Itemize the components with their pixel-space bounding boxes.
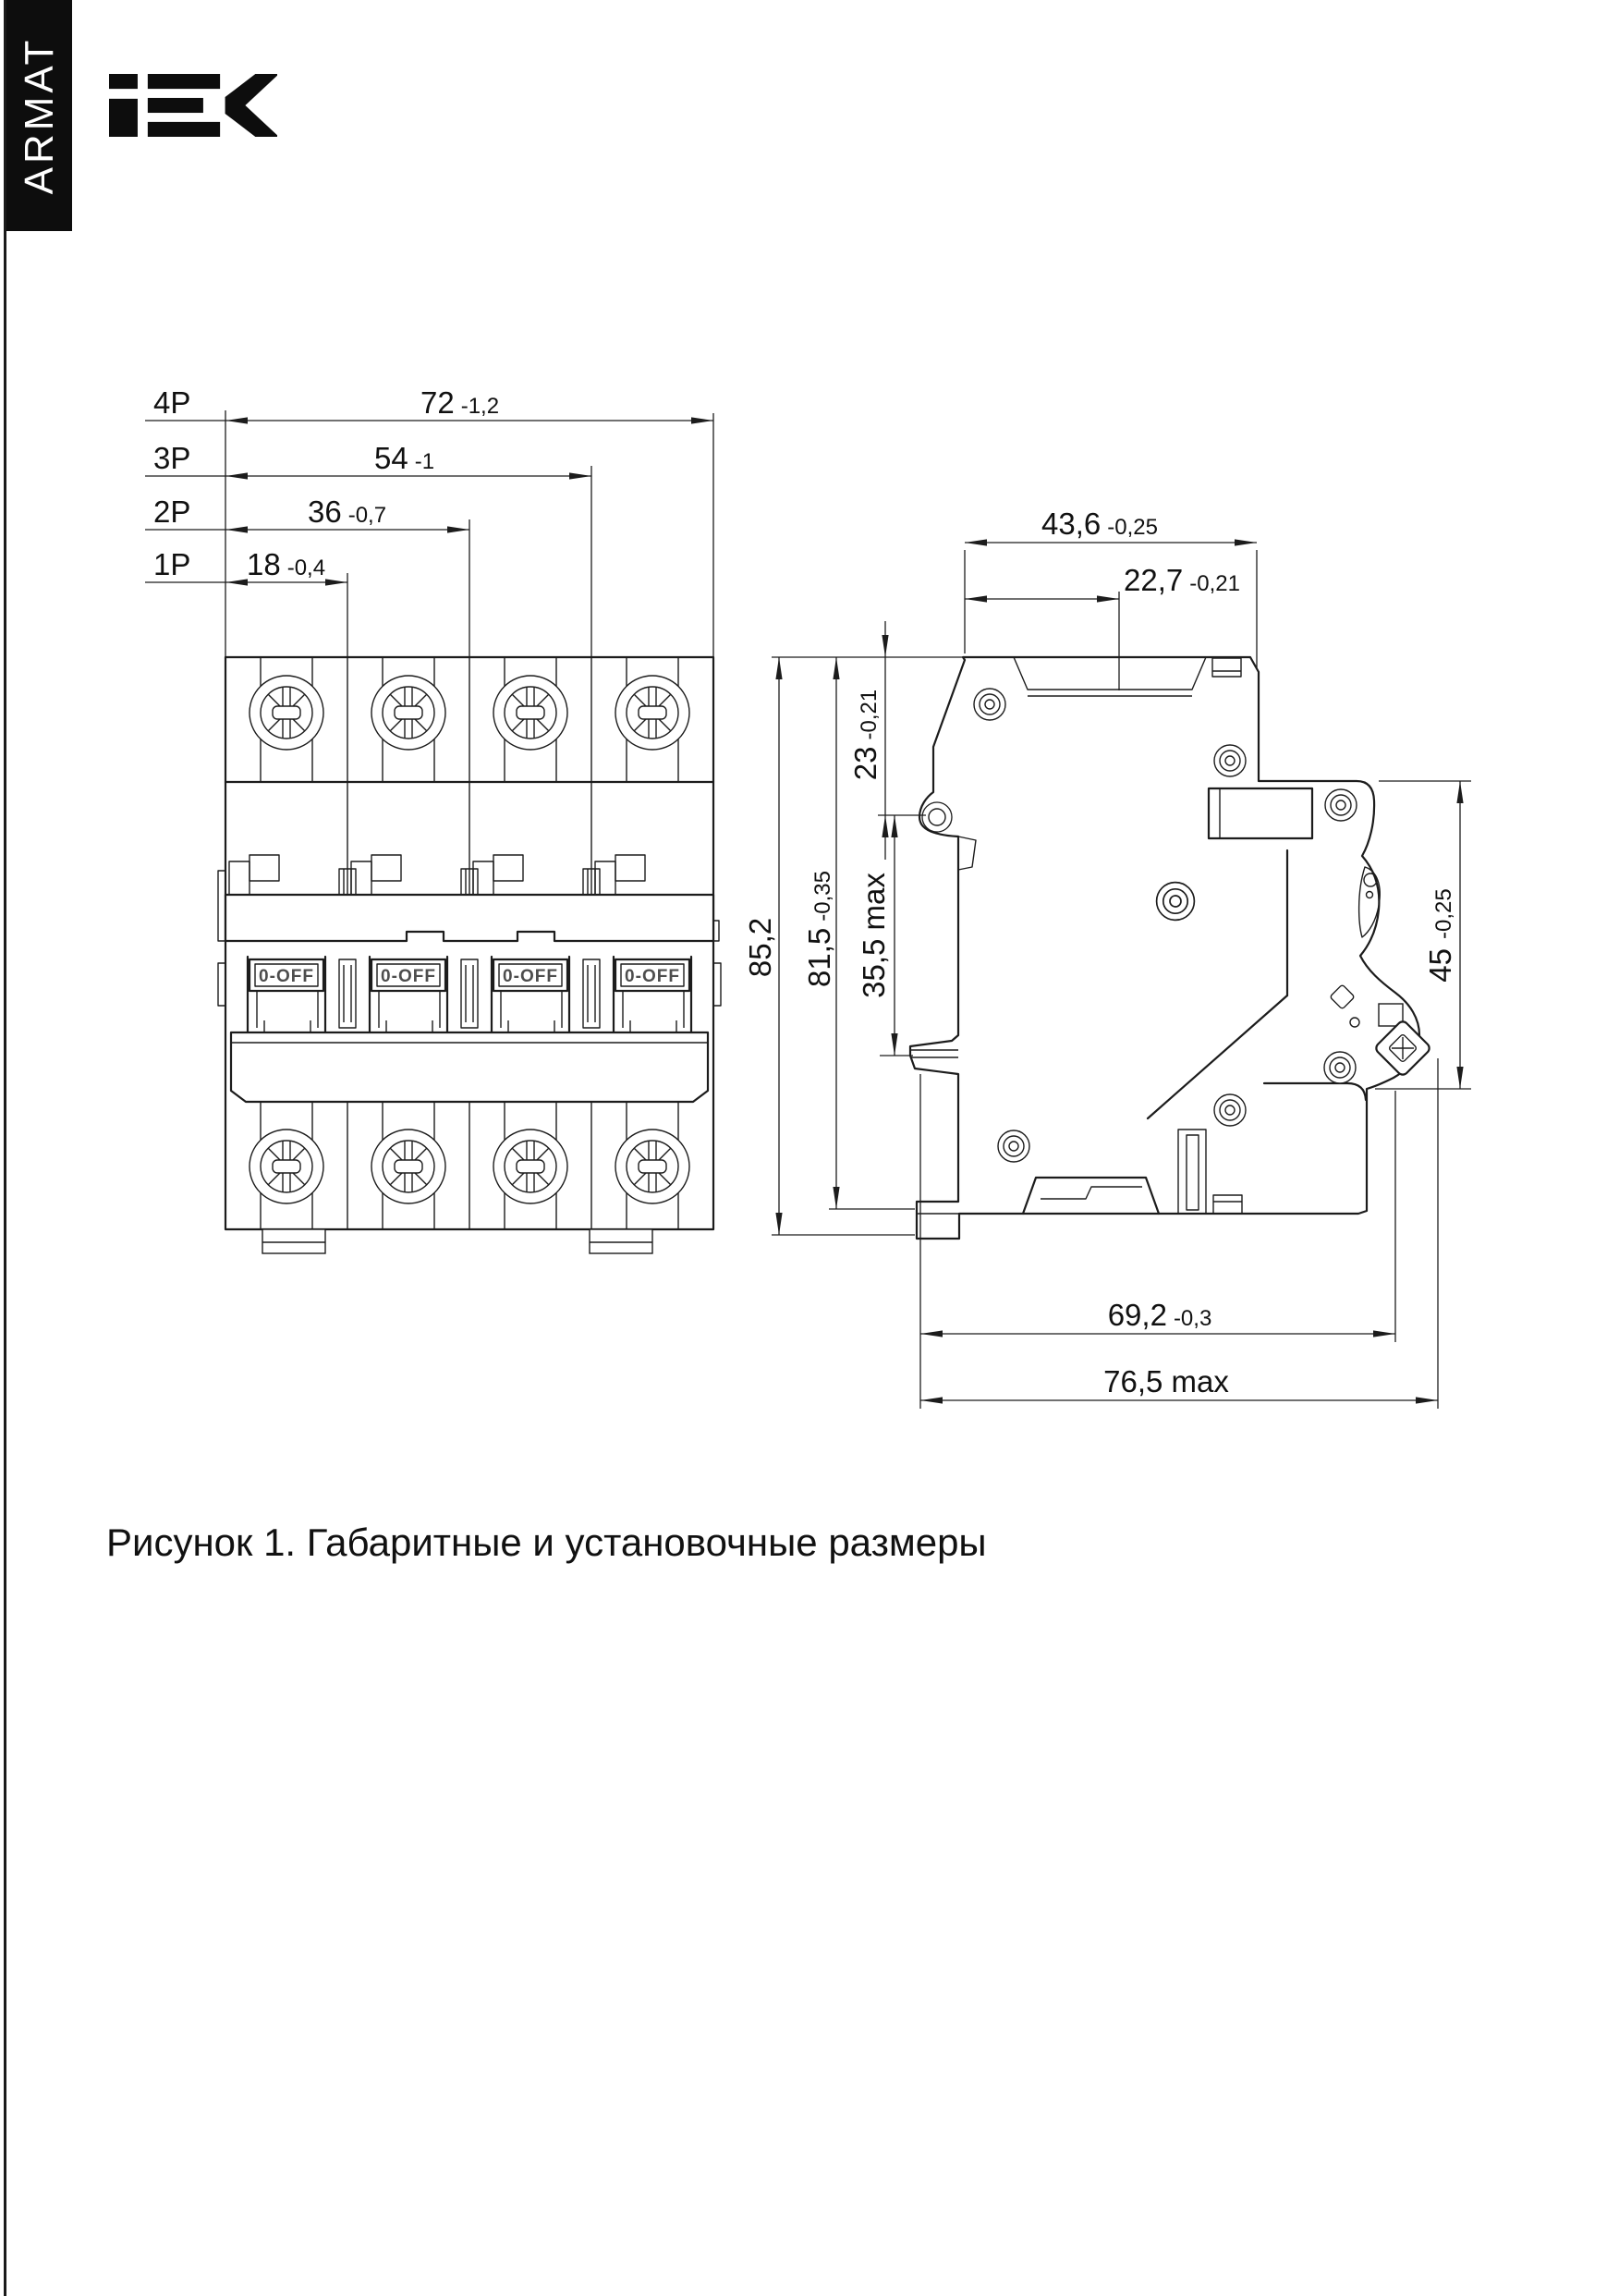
dim-1p-value: 18 -0,4 <box>247 547 326 581</box>
toggle-label-pole3: 0-OFF <box>503 967 558 986</box>
dim-handle-offset-value: 35,5 max <box>857 873 891 998</box>
figure-caption: Рисунок 1. Габаритные и установочные размеры <box>106 1520 987 1564</box>
dim-height-overall-value: 85,2 <box>743 917 777 978</box>
front-din-tabs <box>262 1229 652 1253</box>
side-view-rivets <box>974 689 1357 1162</box>
dim-4p <box>145 385 713 421</box>
dim-2p-value: 36 -0,7 <box>308 495 387 529</box>
dim-din-recess-value: 45-0,25 <box>1423 888 1457 983</box>
side-view-inner-details <box>910 657 1431 1214</box>
armat-label: ARMAT <box>16 36 62 195</box>
dim-width-upper <box>965 563 1240 690</box>
toggle-label-pole1: 0-OFF <box>259 967 314 986</box>
side-view-outline <box>910 657 1419 1239</box>
dim-height-body-value: 81,5-0,35 <box>802 871 836 987</box>
toggle-label-pole2: 0-OFF <box>381 967 436 986</box>
dim-2p-label: 2P <box>153 495 191 529</box>
dim-depth-body-value: 69,2 -0,3 <box>1107 1298 1212 1332</box>
front-dimensions <box>145 385 713 657</box>
dim-3p-label: 3P <box>153 441 191 475</box>
dim-depth-body <box>920 1074 1395 1409</box>
dim-4p-label: 4P <box>153 385 191 420</box>
front-toggle-row <box>218 957 721 1032</box>
dim-offset-top-value: 23-0,21 <box>848 689 883 781</box>
dim-width-top-value: 43,6 -0,25 <box>1041 507 1158 541</box>
dim-depth-overall <box>920 1058 1438 1409</box>
clamp-screw <box>1374 1004 1431 1077</box>
dim-3p-value: 54 -1 <box>374 441 435 475</box>
side-view <box>743 507 1471 1409</box>
front-mid-tabs <box>229 855 645 895</box>
dim-3p <box>145 441 591 476</box>
front-view <box>145 385 721 1253</box>
dim-1p <box>145 547 347 582</box>
dim-depth-overall-value: 76,5 max <box>1103 1364 1229 1398</box>
toggle-label-pole4: 0-OFF <box>625 967 680 986</box>
dim-4p-value: 72 -1,2 <box>420 385 500 420</box>
dim-height-overall <box>743 657 963 1235</box>
dim-1p-label: 1P <box>153 547 191 581</box>
front-lower-rail <box>231 1032 708 1102</box>
dim-width-upper-value: 22,7 -0,21 <box>1124 563 1240 597</box>
dim-2p <box>145 495 469 530</box>
